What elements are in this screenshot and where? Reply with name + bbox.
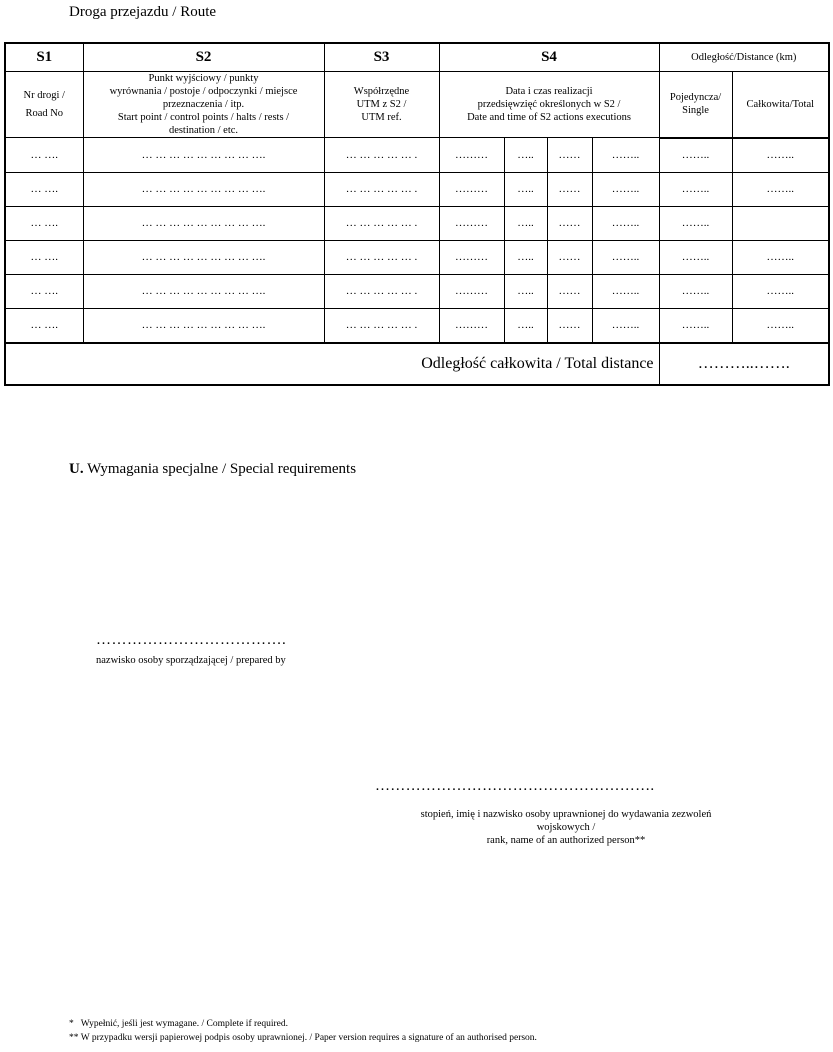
utm-cell[interactable]: … … … … … .: [324, 240, 439, 274]
single-distance-cell[interactable]: ……..: [659, 274, 732, 308]
date-cell[interactable]: ………: [439, 308, 504, 343]
authorized-caption-line: stopień, imię i nazwisko osoby uprawnionej do wydawania zezwoleń: [420, 809, 712, 820]
total-distance-cell[interactable]: ……..: [732, 138, 829, 173]
single-header-line: Single: [682, 105, 709, 117]
total-distance-cell[interactable]: [732, 206, 829, 240]
s2-header-line: Start point / control points / halts / rests /: [117, 112, 290, 123]
distance-header: Odległość/Distance (km): [659, 43, 829, 72]
date-cell[interactable]: …..: [504, 274, 547, 308]
date-cell[interactable]: …..: [504, 206, 547, 240]
s3-header: [324, 72, 439, 138]
single-distance-cell[interactable]: ……..: [659, 308, 732, 343]
table-row: [5, 206, 829, 240]
date-cell[interactable]: ………: [439, 138, 504, 173]
s2-header-line: przeznaczenia / itp.: [162, 99, 245, 110]
date-cell[interactable]: ……..: [592, 274, 659, 308]
utm-cell[interactable]: … … … … … .: [324, 206, 439, 240]
route-title: Droga przejazdu / Route: [69, 4, 217, 20]
date-cell[interactable]: …..: [504, 240, 547, 274]
road-no-cell[interactable]: … ….: [5, 308, 83, 343]
single-distance-cell[interactable]: ……..: [659, 206, 732, 240]
section-s2: S2: [83, 43, 324, 72]
date-cell[interactable]: …..: [504, 172, 547, 206]
total-distance-cell[interactable]: ……..: [732, 308, 829, 343]
special-requirements-text: Wymagania specjalne / Special requirements: [83, 461, 357, 477]
route-point-cell[interactable]: … … … … … … … … ….: [83, 206, 324, 240]
date-cell[interactable]: ………: [439, 274, 504, 308]
table-row: [5, 240, 829, 274]
date-cell[interactable]: ……: [547, 308, 592, 343]
prepared-by-signature-line[interactable]: ……………………………….: [96, 632, 287, 648]
date-cell[interactable]: …..: [504, 138, 547, 173]
total-distance-cell[interactable]: ……..: [732, 240, 829, 274]
s4-header-line: przedsięwzięć określonych w S2 /: [477, 99, 621, 110]
section-s1: S1: [5, 43, 83, 72]
section-s3: S3: [324, 43, 439, 72]
route-point-cell[interactable]: … … … … … … … … ….: [83, 172, 324, 206]
single-distance-cell[interactable]: ……..: [659, 138, 732, 173]
s4-header: [439, 72, 659, 138]
section-s4: S4: [439, 43, 659, 72]
single-distance-cell[interactable]: ……..: [659, 240, 732, 274]
route-table: [4, 42, 830, 386]
road-no-cell[interactable]: … ….: [5, 274, 83, 308]
total-distance-cell[interactable]: ……..: [732, 172, 829, 206]
utm-cell[interactable]: … … … … … .: [324, 138, 439, 173]
road-no-header: [5, 72, 83, 138]
date-cell[interactable]: ……: [547, 138, 592, 173]
date-cell[interactable]: ………: [439, 240, 504, 274]
utm-cell[interactable]: … … … … … .: [324, 172, 439, 206]
table-row: [5, 274, 829, 308]
route-point-cell[interactable]: … … … … … … … … ….: [83, 274, 324, 308]
date-cell[interactable]: ……: [547, 206, 592, 240]
total-distance-value[interactable]: ………..…….: [659, 343, 829, 385]
date-cell[interactable]: ……: [547, 274, 592, 308]
s3-header-line: UTM z S2 /: [356, 99, 407, 110]
s2-header-line: wyrównania / postoje / odpoczynki / miejsce: [109, 86, 298, 97]
table-row: [5, 308, 829, 343]
route-point-cell[interactable]: … … … … … … … … ….: [83, 240, 324, 274]
table-row: [5, 138, 829, 173]
s2-header-line: Punkt wyjściowy / punkty: [148, 73, 259, 84]
table-row: [5, 172, 829, 206]
s4-header-line: Date and time of S2 actions executions: [467, 112, 631, 123]
authorized-person-caption: [380, 808, 752, 847]
special-requirements-heading: [69, 461, 356, 478]
road-no-cell[interactable]: … ….: [5, 172, 83, 206]
date-cell[interactable]: ……: [547, 172, 592, 206]
road-no-cell[interactable]: … ….: [5, 206, 83, 240]
single-distance-cell[interactable]: ……..: [659, 172, 732, 206]
utm-cell[interactable]: … … … … … .: [324, 308, 439, 343]
utm-cell[interactable]: … … … … … .: [324, 274, 439, 308]
route-point-cell[interactable]: … … … … … … … … ….: [83, 308, 324, 343]
s2-header-line: destination / etc.: [168, 125, 239, 136]
road-no-header-line: Nr drogi /: [23, 90, 65, 101]
road-no-cell[interactable]: … ….: [5, 240, 83, 274]
footnote: * Wypełnić, jeśli jest wymagane. / Complete if required.: [69, 1019, 289, 1029]
date-cell[interactable]: ……..: [592, 138, 659, 173]
prepared-by-caption: nazwisko osoby sporządzającej / prepared by: [96, 655, 286, 666]
s3-header-line: Współrzędne: [353, 86, 410, 97]
road-no-header-line: Road No: [25, 108, 64, 119]
s4-header-line: Data i czas realizacji: [505, 86, 593, 97]
total-distance-cell[interactable]: ……..: [732, 274, 829, 308]
section-letter: U.: [69, 461, 84, 477]
authorized-caption-line: rank, name of an authorized person**: [486, 835, 646, 846]
single-header-line: Pojedyncza/: [669, 92, 722, 104]
date-cell[interactable]: …..: [504, 308, 547, 343]
date-cell[interactable]: ……..: [592, 240, 659, 274]
date-cell[interactable]: ……..: [592, 308, 659, 343]
single-distance-header: [659, 72, 732, 138]
date-cell[interactable]: ……..: [592, 206, 659, 240]
total-distance-label: Odległość całkowita / Total distance: [5, 343, 659, 385]
date-cell[interactable]: ………: [439, 206, 504, 240]
date-cell[interactable]: ………: [439, 172, 504, 206]
total-distance-header: Całkowita/Total: [732, 72, 829, 138]
date-cell[interactable]: ……..: [592, 172, 659, 206]
s3-header-line: UTM ref.: [361, 112, 402, 123]
date-cell[interactable]: ……: [547, 240, 592, 274]
route-point-cell[interactable]: … … … … … … … … ….: [83, 138, 324, 173]
road-no-cell[interactable]: … ….: [5, 138, 83, 173]
authorized-caption-line: wojskowych /: [536, 822, 596, 833]
authorized-person-signature-line[interactable]: ……………………………………………….: [375, 778, 655, 794]
s2-header: [83, 72, 324, 138]
footnote: ** W przypadku wersji papierowej podpis osoby uprawnionej. / Paper version requires a signature of an authorised person.: [69, 1033, 537, 1043]
